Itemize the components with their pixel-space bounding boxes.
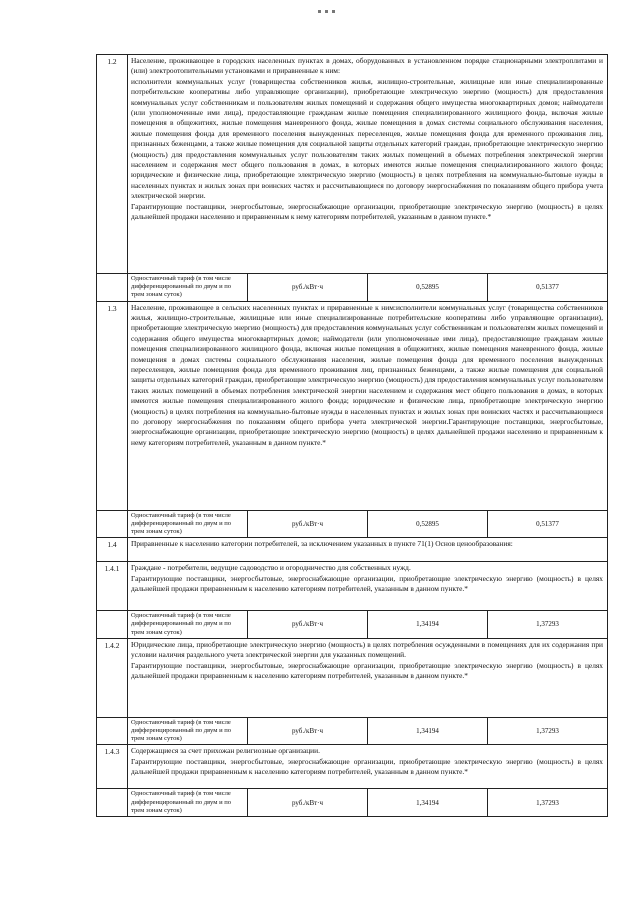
tariff-label: Одноставочный тариф (в том числе дифференцированный по двум и по трем зонам суток) <box>128 510 248 538</box>
section-paragraph: Гарантирующие поставщики, энергосбытовые, энергоснабжающие организации, приобретающие электрическую энергию (мощность) в целях дальнейшей продажи населению и приравненным к нему категориям потребителей, указанным в данном пункте.* <box>131 201 603 222</box>
tariff-value-first-half: 0,52895 <box>368 510 488 538</box>
tariff-num-cell <box>97 789 128 817</box>
tariff-row <box>97 717 608 745</box>
section-row <box>97 55 608 274</box>
scan-marks <box>318 0 378 8</box>
tariff-unit: руб./кВт·ч <box>248 510 368 538</box>
section-row <box>97 538 608 562</box>
section-paragraph: Гарантирующие поставщики, энергосбытовые, энергоснабжающие организации, приобретающие электрическую энергию (мощность) в целях дальнейшей продажи приравненным к населению категориям потребителей, указанным в данном пункте.* <box>131 660 603 681</box>
tariff-num-cell <box>97 717 128 745</box>
tariff-value-first-half: 1,34194 <box>368 789 488 817</box>
section-paragraph: Гарантирующие поставщики, энергосбытовые, энергоснабжающие организации, приобретающие электрическую энергию (мощность) в целях дальнейшей продажи приравненным к населению категориям потребителей, указанным в данном пункте.* <box>131 573 603 594</box>
section-paragraph: исполнители коммунальных услуг (товарищества собственников жилья, жилищно-строительные, жилищные или иные специализированные потребительские кооперативы либо управляющие организации), приобретающие электрическую энергию (мощность) для предоставления коммунальных услуг собственникам и пользователям жилых помещений и содержания общего имущества многоквартирных домов; наймодатели (или уполномоченные ими лица), предоставляющие гражданам жилые помещения специализированного жилищного фонда, включая жилые помещения в общежитиях, жилые помещения маневренного фонда, жилые помещения в домах системы социального обслуживания населения, жилые помещения фонда для временного поселения вынужденных переселенцев, жилые помещения фонда для временного проживания лиц, признанных беженцами, а также жилые помещения для социальной защиты отдельных категорий граждан, приобретающие электрическую энергию (мощность) для предоставления коммунальных услуг пользователям таких жилых помещений в объемах потребления электрической энергии населением и содержания мест общего пользования в домах, в которых имеются жилые помещения специализированного жилого фонда; юридические и физические лица, приобретающие электрическую энергию (мощность) в целях потребления на коммунально-бытовые нужды в населенных пунктах и жилых зонах при воинских частях и рассчитывающиеся по договору энергоснабжения по показаниям общего прибора учета электрической энергии. <box>131 76 603 201</box>
tariff-label: Одноставочный тариф (в том числе дифференцированный по двум и по трем зонам суток) <box>128 789 248 817</box>
tariff-value-second-half: 1,37293 <box>488 611 608 639</box>
tariff-value-second-half: 1,37293 <box>488 789 608 817</box>
section-paragraph: Население, проживающее в городских населенных пунктах в домах, оборудованных в установленном порядке стационарными электроплитами и (или) электроотопительными установками и приравненные к ним: <box>131 56 603 76</box>
tariff-num-cell <box>97 611 128 639</box>
tariff-value-first-half: 1,34194 <box>368 611 488 639</box>
section-number: 1.3 <box>97 301 128 510</box>
section-paragraph: Граждане - потребители, ведущие садоводство и огородничество для собственных нужд. <box>131 563 411 573</box>
tariff-row <box>97 789 608 817</box>
tariff-unit: руб./кВт·ч <box>248 611 368 639</box>
section-text <box>128 538 608 562</box>
section-row <box>97 638 608 717</box>
tariff-label: Одноставочный тариф (в том числе дифференцированный по двум и по трем зонам суток) <box>128 274 248 302</box>
tariff-label: Одноставочный тариф (в том числе дифференцированный по двум и по трем зонам суток) <box>128 717 248 745</box>
section-text <box>128 638 608 717</box>
tariff-row <box>97 611 608 639</box>
section-number: 1.4.1 <box>97 562 128 611</box>
section-number: 1.4 <box>97 538 128 562</box>
tariff-unit: руб./кВт·ч <box>248 274 368 302</box>
section-paragraph: Население, проживающее в сельских населенных пунктах и приравненные к ним:исполнители коммунальных услуг (товарищества собственников жилья, жилищно-строительные, жилищные или иные специализированные потребительские кооперативы либо управляющие организации), приобретающие электрическую энергию (мощность) для предоставления коммунальных услуг собственникам и пользователям жилых помещений и содержания общего имущества многоквартирных домов; наймодатели (или уполномоченные ими лица), предоставляющие гражданам жилые помещения специализированного жилищного фонда, включая жилые помещения в общежитиях, жилые помещения маневренного фонда, жилые помещения в домах системы социального обслуживания населения, жилые помещения фонда для временного поселения вынужденных переселенцев, жилые помещения фонда для временного проживания лиц, признанных беженцами, а также жилые помещения для социальной защиты отдельных категорий граждан, приобретающие электрическую энергию (мощность) для предоставления коммунальных услуг пользователям таких жилых помещений в объемах потребления электрической энергии населением и содержания мест общего пользования в домах, в которых имеются жилые помещения специализированного жилого фонда; юридические и физические лица, приобретающие электрическую энергию (мощность) в целях потребления на коммунально-бытовые нужды в населенных пунктах и жилых зонах при воинских частях и рассчитывающиеся по договору энергоснабжения по показаниям общего прибора учета электрической энергии.Гарантирующие поставщики, энергосбытовые, энергоснабжающие организации, приобретающие электрическую энергию (мощность) в целях дальнейшей продажи населению и приравненным к нему категориям потребителей, указанным в данном пункте.* <box>131 302 603 447</box>
section-text <box>128 55 608 274</box>
tariff-value-first-half: 1,34194 <box>368 717 488 745</box>
tariff-num-cell <box>97 274 128 302</box>
tariff-row <box>97 274 608 302</box>
section-row <box>97 745 608 789</box>
tariff-label: Одноставочный тариф (в том числе дифференцированный по двум и по трем зонам суток) <box>128 611 248 639</box>
tariff-unit: руб./кВт·ч <box>248 717 368 745</box>
tariff-value-second-half: 0,51377 <box>488 510 608 538</box>
section-text <box>128 301 608 510</box>
section-paragraph: Гарантирующие поставщики, энергосбытовые, энергоснабжающие организации, приобретающие электрическую энергию (мощность) в целях дальнейшей продажи приравненным к населению категориям потребителей, указанным в данном пункте.* <box>131 756 603 777</box>
section-paragraph: Содержащиеся за счет прихожан религиозные организации. <box>131 746 320 756</box>
section-row <box>97 301 608 510</box>
section-text <box>128 562 608 611</box>
section-paragraph: Приравненные к населению категории потребителей, за исключением указанных в пункте 71(1) Основ ценообразования: <box>131 539 513 549</box>
section-row <box>97 562 608 611</box>
tariff-value-second-half: 1,37293 <box>488 717 608 745</box>
tariff-num-cell <box>97 510 128 538</box>
section-paragraph: Юридические лица, приобретающие электрическую энергию (мощность) в целях потребления осужденными в помещениях для их содержания при условии наличия раздельного учета электрической энергии для указанных помещений. <box>131 639 603 660</box>
section-text <box>128 745 608 789</box>
tariff-row <box>97 510 608 538</box>
tariff-unit: руб./кВт·ч <box>248 789 368 817</box>
section-number: 1.2 <box>97 55 128 274</box>
tariff-table <box>96 54 608 817</box>
tariff-value-first-half: 0,52895 <box>368 274 488 302</box>
tariff-value-second-half: 0,51377 <box>488 274 608 302</box>
section-number: 1.4.3 <box>97 745 128 789</box>
section-number: 1.4.2 <box>97 638 128 717</box>
